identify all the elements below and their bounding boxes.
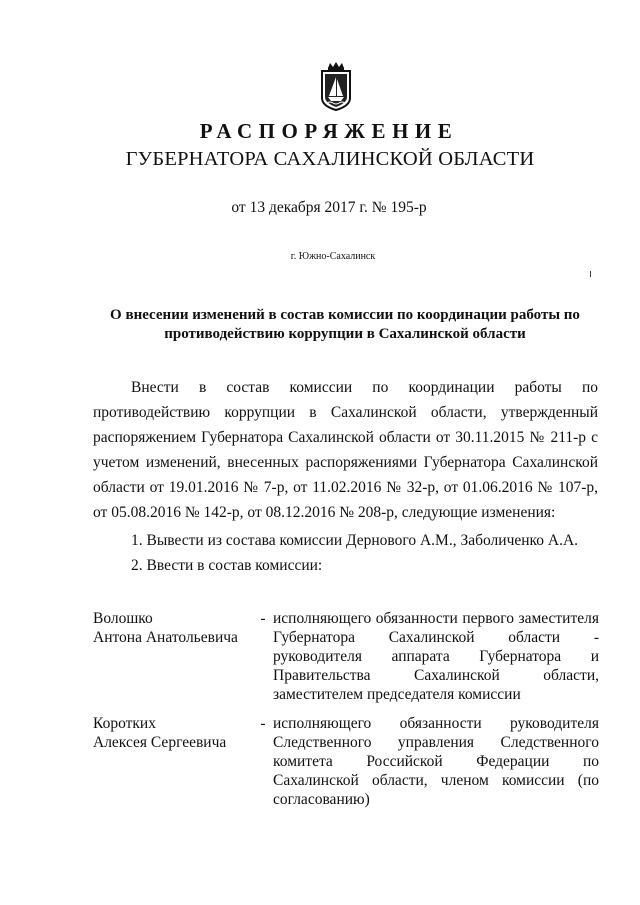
main-paragraph: Внести в состав комиссии по координации работы по противодействию коррупции в Сахалинской области, утвержденный распоряжением Губернатора Сахалинской области от 30.11.2015 № 211-р с учетом изменений, внесенных распоряжениями Губернатора Сахалинской области от 19.01.2016 № 7-р, от 11.02.2016 № 32-р, от 01.06.2016 № 107-р, от 05.08.2016 № 142-р, от 08.12.2016 № 208-р, следующие изменения: (93, 379, 598, 521)
order-date-number: от 13 декабря 2017 г. № 195-р (231, 199, 427, 216)
issuer-title: ГУБЕРНАТОРА САХАЛИНСКОЙ ОБЛАСТИ (125, 148, 535, 170)
document-subject: О внесении изменений в состав комиссии по координации работы по противодействию коррупции в Сахалинской области (110, 307, 580, 342)
member-name (93, 714, 258, 752)
item-2: 2. Ввести в состав комиссии: (131, 557, 323, 574)
member-dash: - (260, 715, 266, 732)
member-given-name: Антона Анатольевича (93, 629, 238, 646)
member-role: исполняющего обязанности первого заместителя Губернатора Сахалинской области - руководителя аппарата Губернатора и Правительства Сахалинской области, заместителем председателя комиссии (273, 610, 599, 703)
scan-mark (590, 271, 591, 277)
member-role: исполняющего обязанности руководителя Следственного управления Следственного комитета Российской Федерации по Сахалинской области, членом комиссии (по согласованию) (273, 715, 599, 808)
member-dash: - (260, 610, 266, 627)
item-1: 1. Вывести из состава комиссии Дернового А.М., Заболиченко А.А. (131, 532, 579, 549)
member-name (93, 609, 258, 647)
sakhalin-coat-of-arms-icon (318, 60, 354, 112)
member-surname: Волошко (93, 610, 153, 627)
order-title: РАСПОРЯЖЕНИЕ (199, 119, 459, 143)
city-name: г. Южно-Сахалинск (290, 251, 376, 262)
member-surname: Коротких (93, 715, 156, 732)
member-given-name: Алексея Сергеевича (93, 734, 227, 751)
